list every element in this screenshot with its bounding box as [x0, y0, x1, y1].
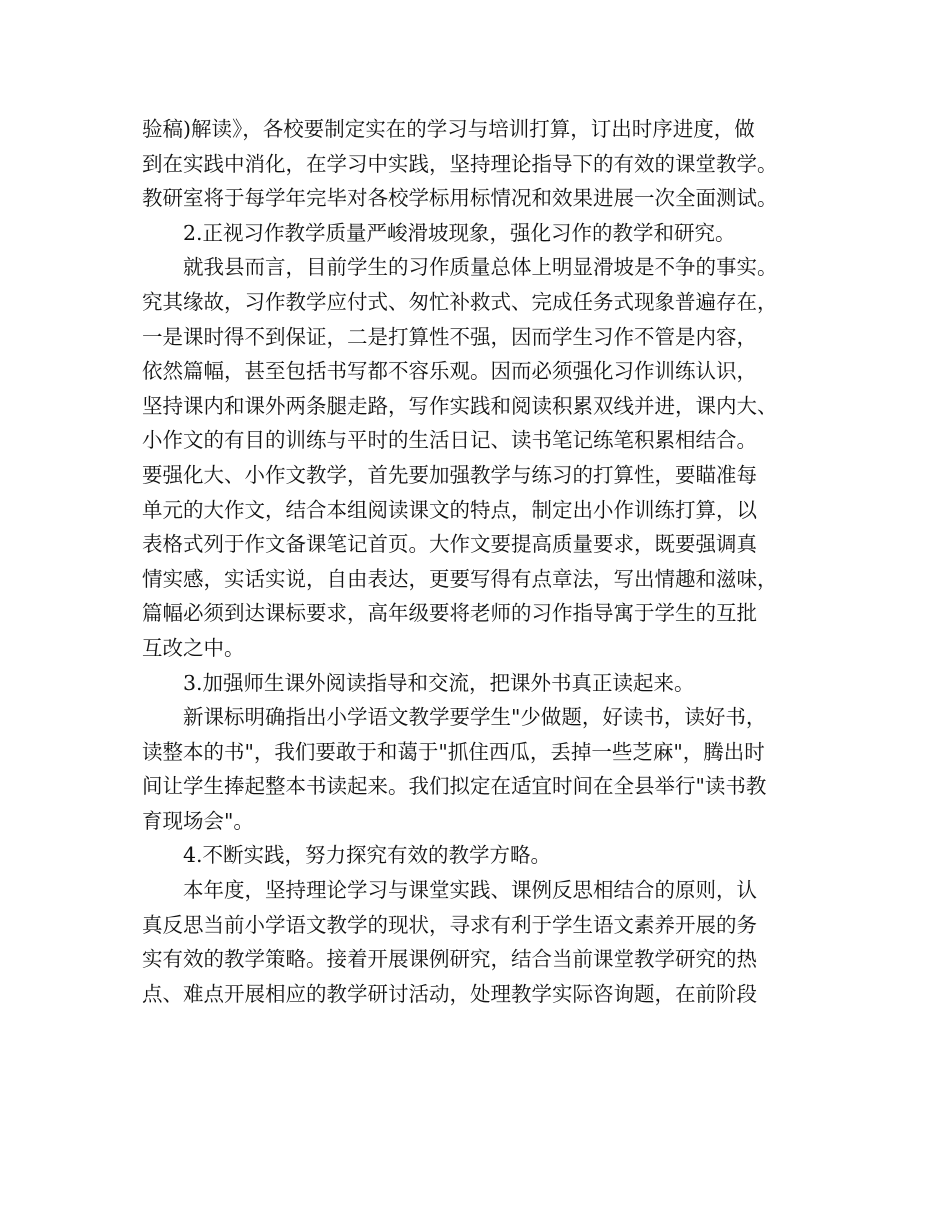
section-heading: 3.加强师生课外阅读指导和交流，把课外书真正读起来。	[183, 670, 695, 695]
paragraph-first-line: 本年度，坚持理论学习与课堂实践、课例反思相结合的原则，认	[183, 878, 757, 903]
text-line: 情实感，实话实说，自由表达，更要写得有点章法，写出情趣和滋味，	[142, 566, 778, 591]
text-line: 到在实践中消化，在学习中实践，坚持理论指导下的有效的课堂教学。	[142, 151, 778, 176]
text-line: 真反思当前小学语文教学的现状，寻求有利于学生语文素养开展的务	[142, 912, 757, 937]
section-heading: 4.不断实践，努力探究有效的教学方略。	[183, 843, 552, 868]
text-line: 小作文的有目的训练与平时的生活日记、读书笔记练笔积累相结合。	[142, 428, 757, 453]
paragraph-first-line: 就我县而言，目前学生的习作质量总体上明显滑坡是不争的事实。	[183, 255, 778, 280]
text-line: 读整本的书"，我们要敢于和蔼于"抓住西瓜，丢掉一些芝麻"，腾出时	[142, 739, 765, 764]
text-line: 表格式列于作文备课笔记首页。大作文要提高质量要求，既要强调真	[142, 532, 757, 557]
text-line: 育现场会"。	[142, 808, 254, 833]
section-heading: 2.正视习作教学质量严峻滑坡现象，强化习作的教学和研究。	[183, 220, 736, 245]
text-line: 实有效的教学策略。接着开展课例研究，结合当前课堂教学研究的热	[142, 947, 757, 972]
text-line: 验稿)解读》，各校要制定实在的学习与培训打算，订出时序进度，做	[142, 117, 755, 141]
text-line: 教研室将于每学年完毕对各校学标用标情况和效果进展一次全面测试。	[142, 186, 778, 211]
text-line: 间让学生捧起整本书读起来。我们拟定在适宜时间在全县举行"读书教	[142, 774, 767, 799]
document-body	[142, 112, 812, 1011]
text-line: 单元的大作文，结合本组阅读课文的特点，制定出小作训练打算，以	[142, 497, 757, 522]
text-line: 要强化大、小作文教学，首先要加强教学与练习的打算性，要瞄准每	[142, 462, 757, 487]
paragraph-first-line: 新课标明确指出小学语文教学要学生"少做题，好读书，读好书，	[183, 705, 767, 730]
text-line: 篇幅必须到达课标要求，高年级要将老师的习作指导寓于学生的互批	[142, 601, 757, 626]
text-line: 坚持课内和课外两条腿走路，写作实践和阅读积累双线并进，课内大、	[142, 393, 778, 418]
text-line: 一是课时得不到保证，二是打算性不强，因而学生习作不管是内容，	[142, 324, 757, 349]
text-line: 点、难点开展相应的教学研讨活动，处理教学实际咨询题，在前阶段	[142, 981, 757, 1006]
text-line: 依然篇幅，甚至包括书写都不容乐观。因而必须强化习作训练认识，	[142, 359, 757, 384]
text-line: 究其缘故，习作教学应付式、匆忙补救式、完成任务式现象普遍存在，	[142, 289, 778, 314]
text-line: 互改之中。	[142, 635, 245, 660]
